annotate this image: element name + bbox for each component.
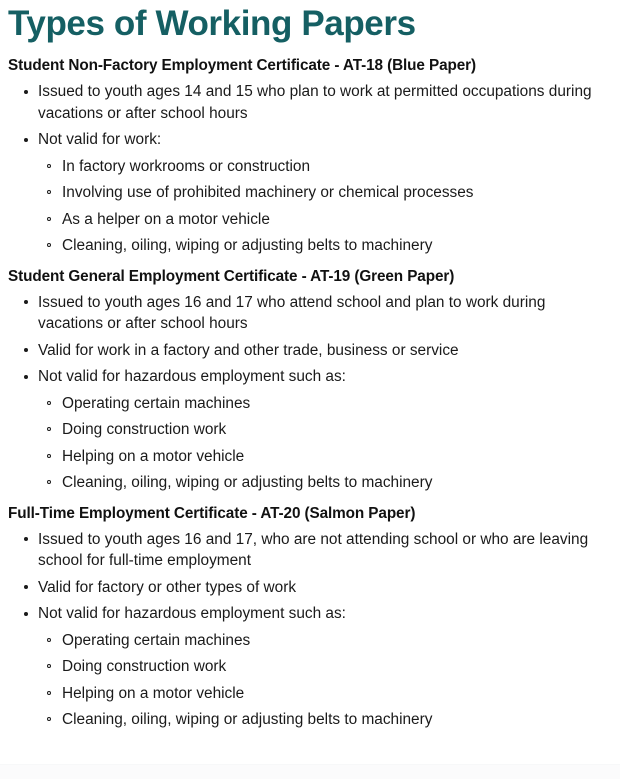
list-item	[8, 81, 610, 124]
sub-list-item-text: Cleaning, oiling, wiping or adjusting belts to machinery	[62, 474, 433, 491]
bullet-disc-icon	[24, 612, 28, 616]
sub-list-item-text: Cleaning, oiling, wiping or adjusting belts to machinery	[62, 237, 433, 254]
bullet-circle-icon	[47, 691, 51, 695]
sub-list-item-text: Involving use of prohibited machinery or chemical processes	[62, 184, 474, 201]
sub-bullet-list	[38, 393, 610, 494]
bullet-circle-icon	[47, 664, 51, 668]
bullet-circle-icon	[47, 190, 51, 194]
bullet-disc-icon	[24, 348, 28, 352]
list-item	[8, 340, 610, 362]
bullet-list	[8, 81, 610, 257]
sub-list-item-text: Helping on a motor vehicle	[62, 684, 245, 702]
sub-list-item-text: Doing construction work	[62, 658, 227, 675]
list-item-text: Not valid for work:	[38, 131, 162, 148]
sub-bullet-wrapper	[38, 630, 610, 731]
list-item	[8, 529, 610, 572]
sub-bullet-wrapper	[38, 156, 610, 257]
sub-list-item-text: Operating certain machines	[62, 631, 251, 649]
sub-list-item-text: In factory workrooms or construction	[62, 157, 311, 175]
bullet-circle-icon	[47, 454, 51, 458]
bullet-circle-icon	[47, 427, 51, 431]
bullet-circle-icon	[47, 164, 51, 168]
sub-list-item	[38, 472, 610, 494]
list-item	[8, 129, 610, 257]
sub-list-item	[38, 656, 610, 678]
sub-list-item-text: Cleaning, oiling, wiping or adjusting belts to machinery	[62, 711, 433, 728]
sub-list-item	[38, 209, 610, 231]
page-bottom-divider	[0, 764, 620, 779]
list-item-text: Issued to youth ages 16 and 17 who attend school and plan to work during vacations or after school hours	[38, 293, 546, 332]
sub-list-item-text: Operating certain machines	[62, 394, 251, 412]
bullet-circle-icon	[47, 638, 51, 642]
sub-list-item-text: Helping on a motor vehicle	[62, 447, 245, 465]
sub-bullet-list	[38, 156, 610, 257]
list-item	[8, 603, 610, 731]
sub-bullet-list	[38, 630, 610, 731]
certificate-section	[8, 46, 610, 257]
sub-list-item	[38, 393, 610, 415]
sub-list-item-text: As a helper on a motor vehicle	[62, 210, 270, 228]
list-item-text: Valid for work in a factory and other trade, business or service	[38, 341, 459, 359]
list-item-text: Not valid for hazardous employment such as:	[38, 605, 346, 622]
bullet-disc-icon	[24, 375, 28, 379]
bullet-circle-icon	[47, 243, 51, 247]
list-item	[8, 292, 610, 335]
bullet-list	[8, 529, 610, 731]
bullet-list	[8, 292, 610, 494]
list-item-text: Issued to youth ages 16 and 17, who are not attending school or who are leaving school for full-time employment	[38, 530, 589, 569]
list-item-text: Issued to youth ages 14 and 15 who plan to work at permitted occupations during vacations or after school hours	[38, 83, 592, 122]
section-heading: Student Non-Factory Employment Certificate - AT-18 (Blue Paper)	[8, 57, 476, 74]
section-heading: Full-Time Employment Certificate - AT-20 (Salmon Paper)	[8, 504, 416, 522]
page-title: Types of Working Papers	[8, 4, 416, 43]
bullet-circle-icon	[47, 717, 51, 721]
list-item-text: Valid for factory or other types of work	[38, 578, 297, 596]
list-item-text: Not valid for hazardous employment such as:	[38, 368, 346, 385]
bullet-disc-icon	[24, 300, 28, 304]
sub-list-item	[38, 156, 610, 178]
bullet-disc-icon	[24, 585, 28, 589]
sub-list-item	[38, 446, 610, 468]
bullet-circle-icon	[47, 480, 51, 484]
bullet-disc-icon	[24, 138, 28, 142]
certificate-section	[8, 257, 610, 494]
sub-list-item	[38, 709, 610, 731]
sub-list-item	[38, 182, 610, 204]
sub-list-item	[38, 683, 610, 705]
bullet-circle-icon	[47, 401, 51, 405]
list-item	[8, 577, 610, 599]
sub-list-item	[38, 630, 610, 652]
list-item	[8, 366, 610, 494]
bullet-disc-icon	[24, 90, 28, 94]
certificate-section	[8, 494, 610, 731]
bullet-circle-icon	[47, 217, 51, 221]
sub-list-item-text: Doing construction work	[62, 421, 227, 438]
sub-list-item	[38, 419, 610, 441]
sections-container	[8, 46, 610, 731]
bullet-disc-icon	[24, 537, 28, 541]
sub-list-item	[38, 235, 610, 257]
section-heading: Student General Employment Certificate - AT-19 (Green Paper)	[8, 267, 455, 285]
sub-bullet-wrapper	[38, 393, 610, 494]
